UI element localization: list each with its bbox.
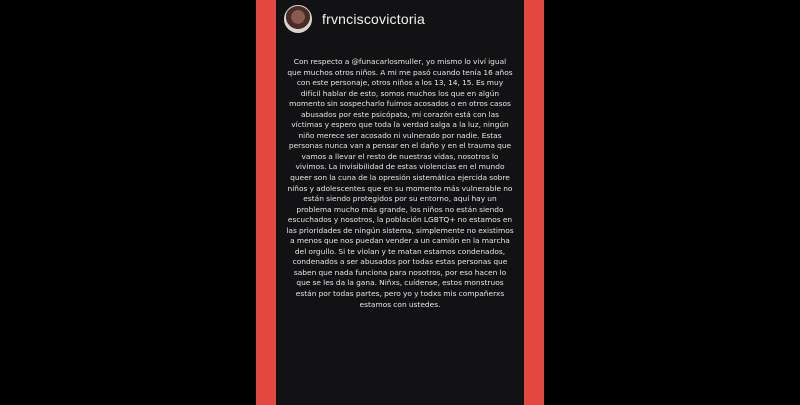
profile-avatar-icon[interactable] — [284, 5, 312, 33]
left-red-border — [256, 0, 276, 405]
story-username[interactable]: frvnciscovictoria — [322, 11, 425, 27]
right-red-border — [524, 0, 544, 405]
instagram-story-card — [276, 0, 524, 405]
story-caption: Con respecto a @funacarlosmuller, yo mismo lo viví igual que muchos otros niños. A mi me pasó cuando tenía 16 años con este personaje, otros niños a los 13, 14, 15. Es muy difícil hablar de esto, somos muchos los que en algún momento sin sospecharlo fuimos acosados o en otros casos abusados por este psicópata, mi corazón está con las víctimas y espero que toda la verdad salga a la luz, ningún niño merece ser acosado ni vulnerado por nadie. Estas personas nunca van a pensar en el daño y en el trauma que vamos a llevar el resto de nuestras vidas, nosotros lo vivimos. La invisibilidad de estas violencias en el mundo queer son la cuna de la opresión sistemática ejercida sobre niños y adolescentes que en su momento más vulnerable no están siendo protegidos por su entorno, aquí hay un problema mucho más grande, los niños no están siendo escuchados y nosotros, la población LGBTQ+ no estamos en las prioridades de ningún sistema, simplemente no existimos a menos que nos puedan vender a un camión en la marcha del orgullo. Si te violan y te matan estamos condenados, condenados a ser abusados por todas estas personas que saben que nada funciona para nosotros, por eso hacen lo que se les da la gana. Niñxs, cuídense, estos monstruos están por todas partes, pero yo y todxs mis compañerxs estamos con ustedes. — [286, 57, 514, 309]
story-header[interactable] — [284, 4, 425, 34]
